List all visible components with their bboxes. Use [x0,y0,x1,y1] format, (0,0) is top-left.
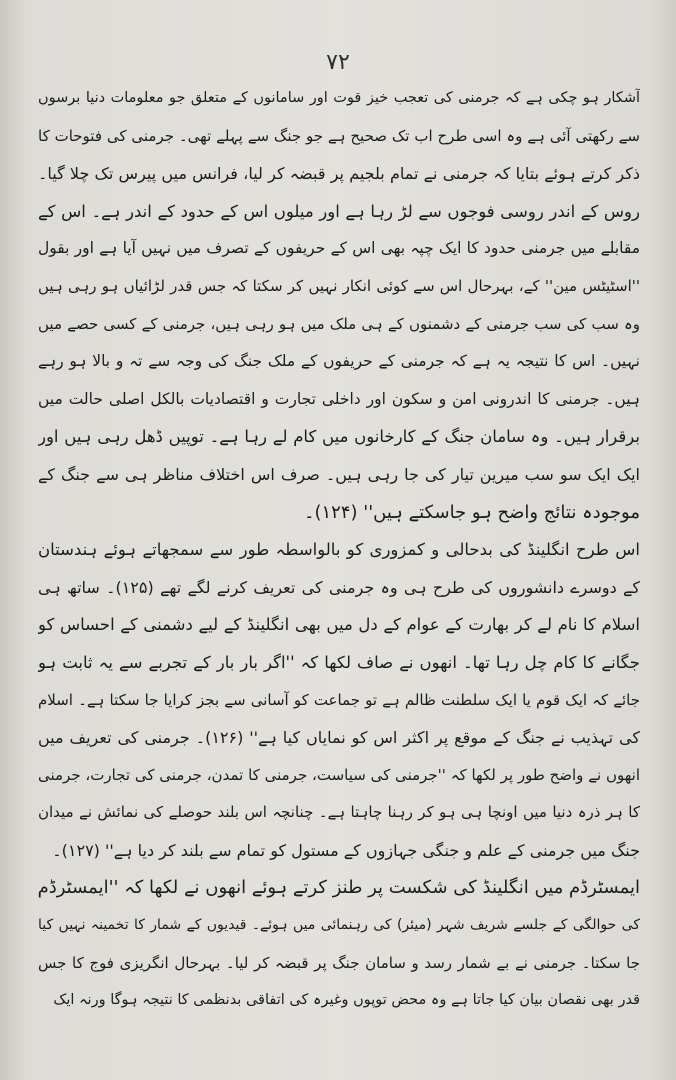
page-number: ۷۲ [326,50,350,75]
text-line: ''اسٹیٹس مین'' کے، بہرحال اس سے کوئی انکار نہیں کر سکتا کہ جس قدر لڑائیاں ہو رہی ہیں [38,276,640,295]
text-line: قدر بھی نقصان بیان کیا جاتا ہے وہ محض توپوں وغیرہ کی اتفاقی بدنظمی کا نتیجہ ہوگا ورنہ ایک [53,992,640,1009]
text-line: ایمسٹرڈم میں انگلینڈ کی شکست پر طنز کرتے ہوئے انھوں نے لکھا کہ ''ایمسٹرڈم [38,877,640,899]
paragraph [38,531,640,869]
text-line: اس طرح انگلینڈ کی بدحالی و کمزوری کو بالواسطہ طور سے سمجھاتے ہوئے ہندستان [38,540,640,560]
text-line: ایک ایک سو سب میرین تیار کی جا رہی ہیں۔ صرف اس اختلاف مناظر ہی سے جنگ کے [38,464,640,484]
paragraph [38,80,640,531]
text-line: برقرار ہیں۔ وہ سامان جنگ کے کارخانوں میں کام لے رہا ہے۔ توپیں ڈھل رہی ہیں اور [38,427,640,447]
text-line: مقابلے میں جرمنی حدود کا ایک چپہ بھی اس کے حریفوں کے تصرف میں نہیں آیا ہے اور بقول [38,239,640,258]
text-line: سے رکھتی آئی ہے وہ اسی طرح اب تک صحیح ہے جو جنگ سے پہلے تھی۔ جرمنی کی فتوحات کا [38,126,640,145]
paragraph [38,869,640,1019]
text-line: آشکار ہو چکی ہے کہ جرمنی کی تعجب خیز قوت اور سامانوں کے متعلق جو معلومات دنیا برسوں [38,90,640,106]
text-line: کے دوسرے دانشوروں کی طرح ہی وہ جرمنی کی تعریف کرنے لگے تھے (۱۲۵)۔ ساتھ ہی [38,577,640,597]
text-line: کی حوالگی کے جلسے شریف شہر (میئر) کی رہنمائی میں ہوئے۔ قیدیوں کے شمار کا تخمینہ نہیں کیا [38,917,640,934]
text-line: ذکر کرتے ہوئے بتایا کہ جرمنی نے تمام بلجیم پر قبضہ کر لیا، فرانس میں پیرس تک چلا گیا۔ [38,164,640,184]
text-line: نہیں۔ اس کا نتیجہ یہ ہے کہ جرمنی کے حریفوں کے ملک جنگ کی وجہ سے تہ و بالا ہو رہے [38,352,640,371]
text-line: جگانے کا کام چل رہا تھا۔ انھوں نے صاف لکھا کہ ''اگر بار بار کے تجربے سے یہ ثابت ہو [38,652,640,672]
text-line: وہ سب کی سب جرمنی کے دشمنوں کے ہی ملک میں ہو رہی ہیں، جرمنی کے کسی حصے میں [38,314,640,333]
text-line: کی تہذیب نے جنگ کے موقع پر اکثر اس کو نمایاں کیا ہے'' (۱۲۶)۔ جرمنی کی تعریف میں [38,728,640,748]
text-line: موجودہ نتائج واضح ہو جاسکتے ہیں'' (۱۲۴)۔ [303,501,640,523]
text-line: جا سکتا۔ جرمنی نے بے شمار رسد و سامان جنگ پر قبضہ کر لیا۔ بہرحال انگریزی فوج کا جس [38,953,640,972]
text-line: ہیں۔ جرمنی کا اندرونی امن و سکون اور داخلی تجارت و اقتصادیات بالکل اصلی حالت میں [38,389,640,408]
text-line: جنگ میں جرمنی کے علم و جنگی جہازوں کے مستول کو تمام سے بلند کر دیا ہے'' (۱۲۷)۔ [52,840,640,860]
body-text [38,80,640,1020]
text-line: جائے کہ ایک قوم یا ایک سلطنت ظالم ہے تو جماعت کو آسانی سے بجز کرایا جا سکتا ہے۔ اسلام [38,690,640,709]
text-line: انھوں نے واضح طور پر لکھا کہ ''جرمنی کی سیاست، جرمنی کا تمدن، جرمنی کی تجارت، جرمنی [38,765,640,784]
text-line: روس کے اندر روسی فوجوں سے لڑ رہا ہے اور میلوں اس کے حدود کے اندر ہے۔ اس کے [38,201,640,221]
text-line: کا ہر ذرہ دنیا میں اونچا ہی ہو کر رہنا چاہتا ہے۔ چنانچہ اس بلند حوصلے کی نمائش نے میدان [38,803,640,822]
text-line: اسلام کا نام لے کر بھارت کے عوام کے دل میں بھی انگلینڈ کے لیے دشمنی کے احساس کو [38,615,640,635]
